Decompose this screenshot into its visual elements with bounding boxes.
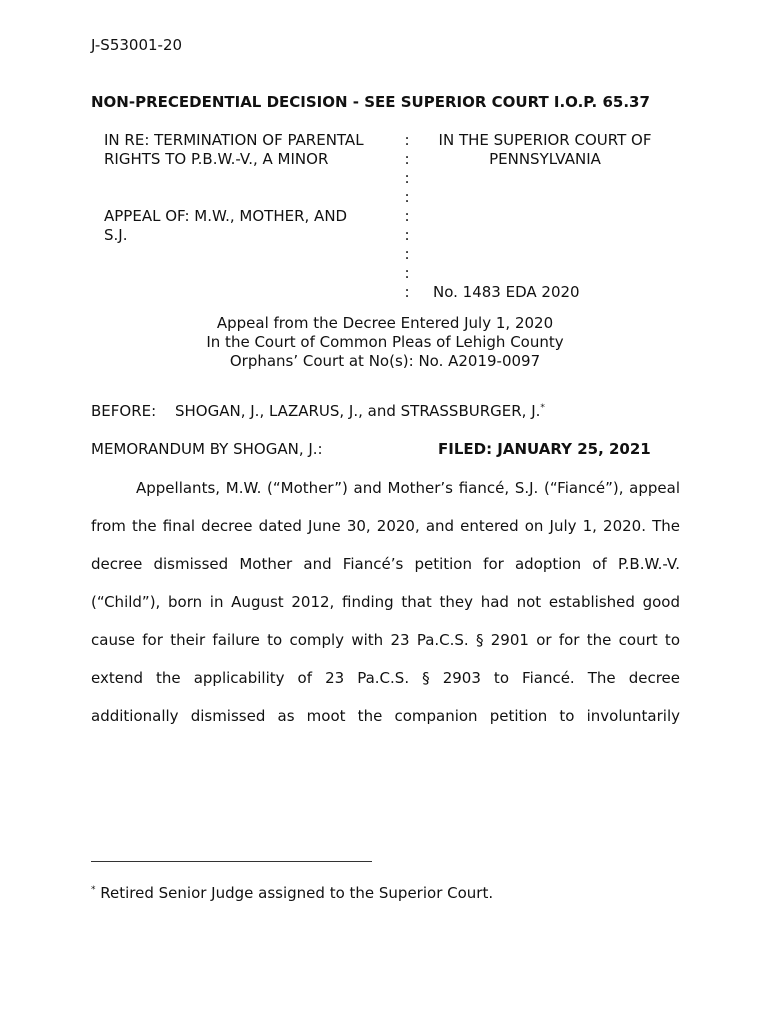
caption-left-line-1: IN RE: TERMINATION OF PARENTAL bbox=[104, 131, 364, 149]
memorandum-author: MEMORANDUM BY SHOGAN, J.: bbox=[91, 440, 323, 458]
footnote-text: Retired Senior Judge assigned to the Superior Court. bbox=[95, 884, 494, 902]
caption-left-bottom bbox=[104, 207, 347, 245]
caption-left-line-4: S.J. bbox=[104, 226, 128, 244]
footnote-divider bbox=[91, 861, 372, 862]
caption-right-line-2: PENNSYLVANIA bbox=[489, 150, 601, 168]
footnote-marker: * bbox=[540, 403, 545, 413]
appeal-line-2: In the Court of Common Pleas of Lehigh County bbox=[206, 333, 564, 351]
caption-colon: : bbox=[404, 283, 410, 301]
before-label: BEFORE: bbox=[91, 402, 157, 420]
body-line: (“Child”), born in August 2012, finding that they had not established good bbox=[91, 593, 680, 611]
caption-colon: : bbox=[404, 188, 410, 206]
appeal-line-3: Orphans’ Court at No(s): No. A2019-0097 bbox=[229, 352, 541, 370]
footnote-marker: * bbox=[91, 885, 96, 895]
caption-colon: : bbox=[404, 169, 410, 187]
caption-colon: : bbox=[404, 207, 410, 225]
body-line: from the final decree dated June 30, 2020, and entered on July 1, 2020. The bbox=[91, 517, 680, 535]
body-line: cause for their failure to comply with 23 Pa.C.S. § 2901 or for the court to bbox=[91, 631, 680, 649]
body-line: extend the applicability of 23 Pa.C.S. § 2903 to Fiancé. The decree bbox=[91, 669, 680, 687]
caption-left-line-2: RIGHTS TO P.B.W.-V., A MINOR bbox=[104, 150, 329, 168]
panel-judges bbox=[175, 402, 545, 420]
appeal-from-block bbox=[120, 314, 650, 371]
body-line: Appellants, M.W. (“Mother”) and Mother’s fiancé, S.J. (“Fiancé”), appeal bbox=[136, 479, 680, 497]
caption-colon: : bbox=[404, 226, 410, 244]
appeal-line-1: Appeal from the Decree Entered July 1, 2020 bbox=[216, 314, 554, 332]
footnote bbox=[91, 884, 493, 902]
caption-colon: : bbox=[404, 150, 410, 168]
caption-court bbox=[420, 131, 670, 169]
body-line: decree dismissed Mother and Fiancé’s petition for adoption of P.B.W.-V. bbox=[91, 555, 680, 573]
caption-left-line-3: APPEAL OF: M.W., MOTHER, AND bbox=[104, 207, 348, 225]
caption-colon: : bbox=[404, 264, 410, 282]
caption-left-top bbox=[104, 131, 364, 169]
caption-colon: : bbox=[404, 245, 410, 263]
decision-heading: NON-PRECEDENTIAL DECISION - SEE SUPERIOR COURT I.O.P. 65.37 bbox=[91, 93, 650, 111]
caption-colon: : bbox=[404, 131, 410, 149]
body-paragraph bbox=[91, 478, 680, 744]
judges-text: SHOGAN, J., LAZARUS, J., and STRASSBURGER, J. bbox=[175, 402, 541, 420]
filed-date: FILED: JANUARY 25, 2021 bbox=[438, 440, 651, 458]
caption-right-line-1: IN THE SUPERIOR COURT OF bbox=[438, 131, 652, 149]
body-line: additionally dismissed as moot the companion petition to involuntarily bbox=[91, 707, 680, 725]
document-id: J-S53001-20 bbox=[91, 36, 183, 54]
caption-colon-column bbox=[402, 131, 412, 302]
docket-number: No. 1483 EDA 2020 bbox=[433, 283, 580, 301]
